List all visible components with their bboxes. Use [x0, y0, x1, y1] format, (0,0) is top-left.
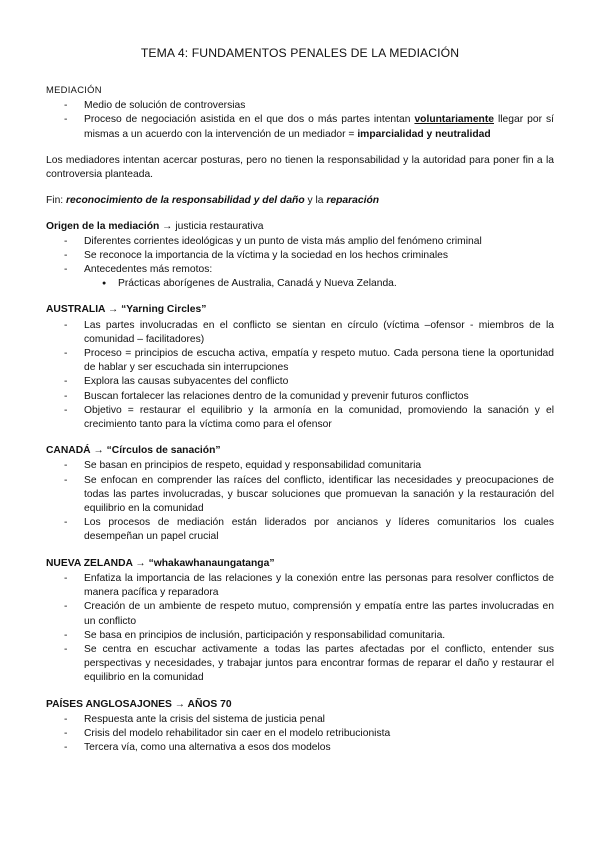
- text-run: Proceso de negociación asistida en el que dos o más partes intentan: [84, 114, 415, 126]
- origen-sublist: [84, 277, 554, 291]
- emphasis-voluntariamente: voluntariamente: [414, 114, 494, 126]
- sublist-item: ● Prácticas aborígenes de Australia, Canadá y Nueva Zelanda.: [118, 277, 554, 291]
- list-item: - Se enfocan en comprender las raíces del conflicto, identificar las necesidades y preocupaciones de todas las partes involucradas, y buscar soluciones que promuevan la sanación y la restauración del equilibrio en la comunidad: [84, 474, 554, 517]
- nueva-zelanda-list: [46, 572, 554, 686]
- paragraph-mediadores: Los mediadores intentan acercar posturas, pero no tienen la responsabilidad y la autoridad para poner fin a la controversia planteada.: [46, 154, 554, 181]
- list-item: - Se basan en principios de respeto, equidad y responsabilidad comunitaria: [84, 459, 554, 473]
- text-run: llegar por sí mismas a un acuerdo con la intervención de un mediador =: [84, 114, 554, 140]
- list-item: - Tercera vía, como una alternativa a esos dos modelos: [84, 741, 554, 755]
- section-heading-nueva-zelanda: NUEVA ZELANDA → “whakawhanaungatanga”: [46, 557, 275, 569]
- list-item: - Respuesta ante la crisis del sistema de justicia penal: [84, 713, 554, 727]
- section-heading-mediacion: MEDIACIÓN: [46, 84, 102, 95]
- list-item: - Se centra en escuchar activamente a todas las partes afectadas por el conflicto, entender sus perspectivas y necesidades, y trabajar juntos para encontrar formas de reparar el daño y restaurar el equilibrio en la comunidad: [84, 643, 554, 686]
- list-item: - Crisis del modelo rehabilitador sin caer en el modelo retribucionista: [84, 727, 554, 741]
- document-title: TEMA 4: FUNDAMENTOS PENALES DE LA MEDIACIÓN: [140, 46, 460, 60]
- section-heading-canada: CANADÁ → “Círculos de sanación”: [46, 445, 221, 457]
- list-item: - Creación de un ambiente de respeto mutuo, comprensión y empatía entre las partes involucradas en un conflicto: [84, 600, 554, 628]
- canada-list: [46, 459, 554, 544]
- list-item: - Proceso = principios de escucha activa, empatía y respeto mutuo. Cada persona tiene la oportunidad de hablar y ser escuchada sin interrupciones: [84, 347, 554, 375]
- heading-rest: → justicia restaurativa: [159, 221, 264, 233]
- list-item: - Se basa en principios de inclusión, participación y responsabilidad comunitaria.: [84, 629, 554, 643]
- list-item: - Se reconoce la importancia de la víctima y la sociedad en los hechos criminales: [84, 249, 554, 263]
- anglosajones-list: [46, 713, 554, 756]
- section-heading-origen: [46, 220, 554, 234]
- list-item: - Enfatiza la importancia de las relaciones y la conexión entre las personas para resolver conflictos de manera pacífica y reparadora: [84, 572, 554, 600]
- list-item: [84, 263, 554, 291]
- text-run: Antecedentes más remotos:: [84, 264, 213, 276]
- section-heading-anglosajones: PAÍSES ANGLOSAJONES → AÑOS 70: [46, 698, 232, 710]
- text-run: y la: [304, 195, 327, 207]
- emphasis-reparacion: reparación: [326, 195, 380, 207]
- list-item: - Explora las causas subyacentes del conflicto: [84, 375, 554, 389]
- heading-bold: Origen de la mediación: [46, 221, 160, 233]
- emphasis-imparcialidad: imparcialidad y neutralidad: [357, 128, 491, 140]
- list-item: - Los procesos de mediación están liderados por ancianos y líderes comunitarios los cuales desempeñan un papel crucial: [84, 516, 554, 544]
- paragraph-fin: [46, 194, 554, 208]
- text-run: Fin:: [46, 195, 67, 207]
- list-item: [84, 113, 554, 141]
- section-heading-australia: AUSTRALIA → “Yarning Circles”: [46, 304, 207, 316]
- list-item: - Diferentes corrientes ideológicas y un punto de vista más amplio del fenómeno criminal: [84, 235, 554, 249]
- mediacion-list: [46, 99, 554, 142]
- list-item: - Medio de solución de controversias: [84, 99, 554, 113]
- list-item: - Objetivo = restaurar el equilibrio y la armonía en la comunidad, promoviendo la sanación y el crecimiento tanto para la víctima como para el ofensor: [84, 404, 554, 432]
- list-item: - Buscan fortalecer las relaciones dentro de la comunidad y prevenir futuros conflictos: [84, 390, 554, 404]
- origen-list: [46, 235, 554, 292]
- list-item: - Las partes involucradas en el conflicto se sientan en círculo (víctima –ofensor - miembros de la comunidad – facilitadores): [84, 319, 554, 347]
- australia-list: [46, 319, 554, 433]
- emphasis-reconocimiento: reconocimiento de la responsabilidad y del daño: [66, 195, 305, 207]
